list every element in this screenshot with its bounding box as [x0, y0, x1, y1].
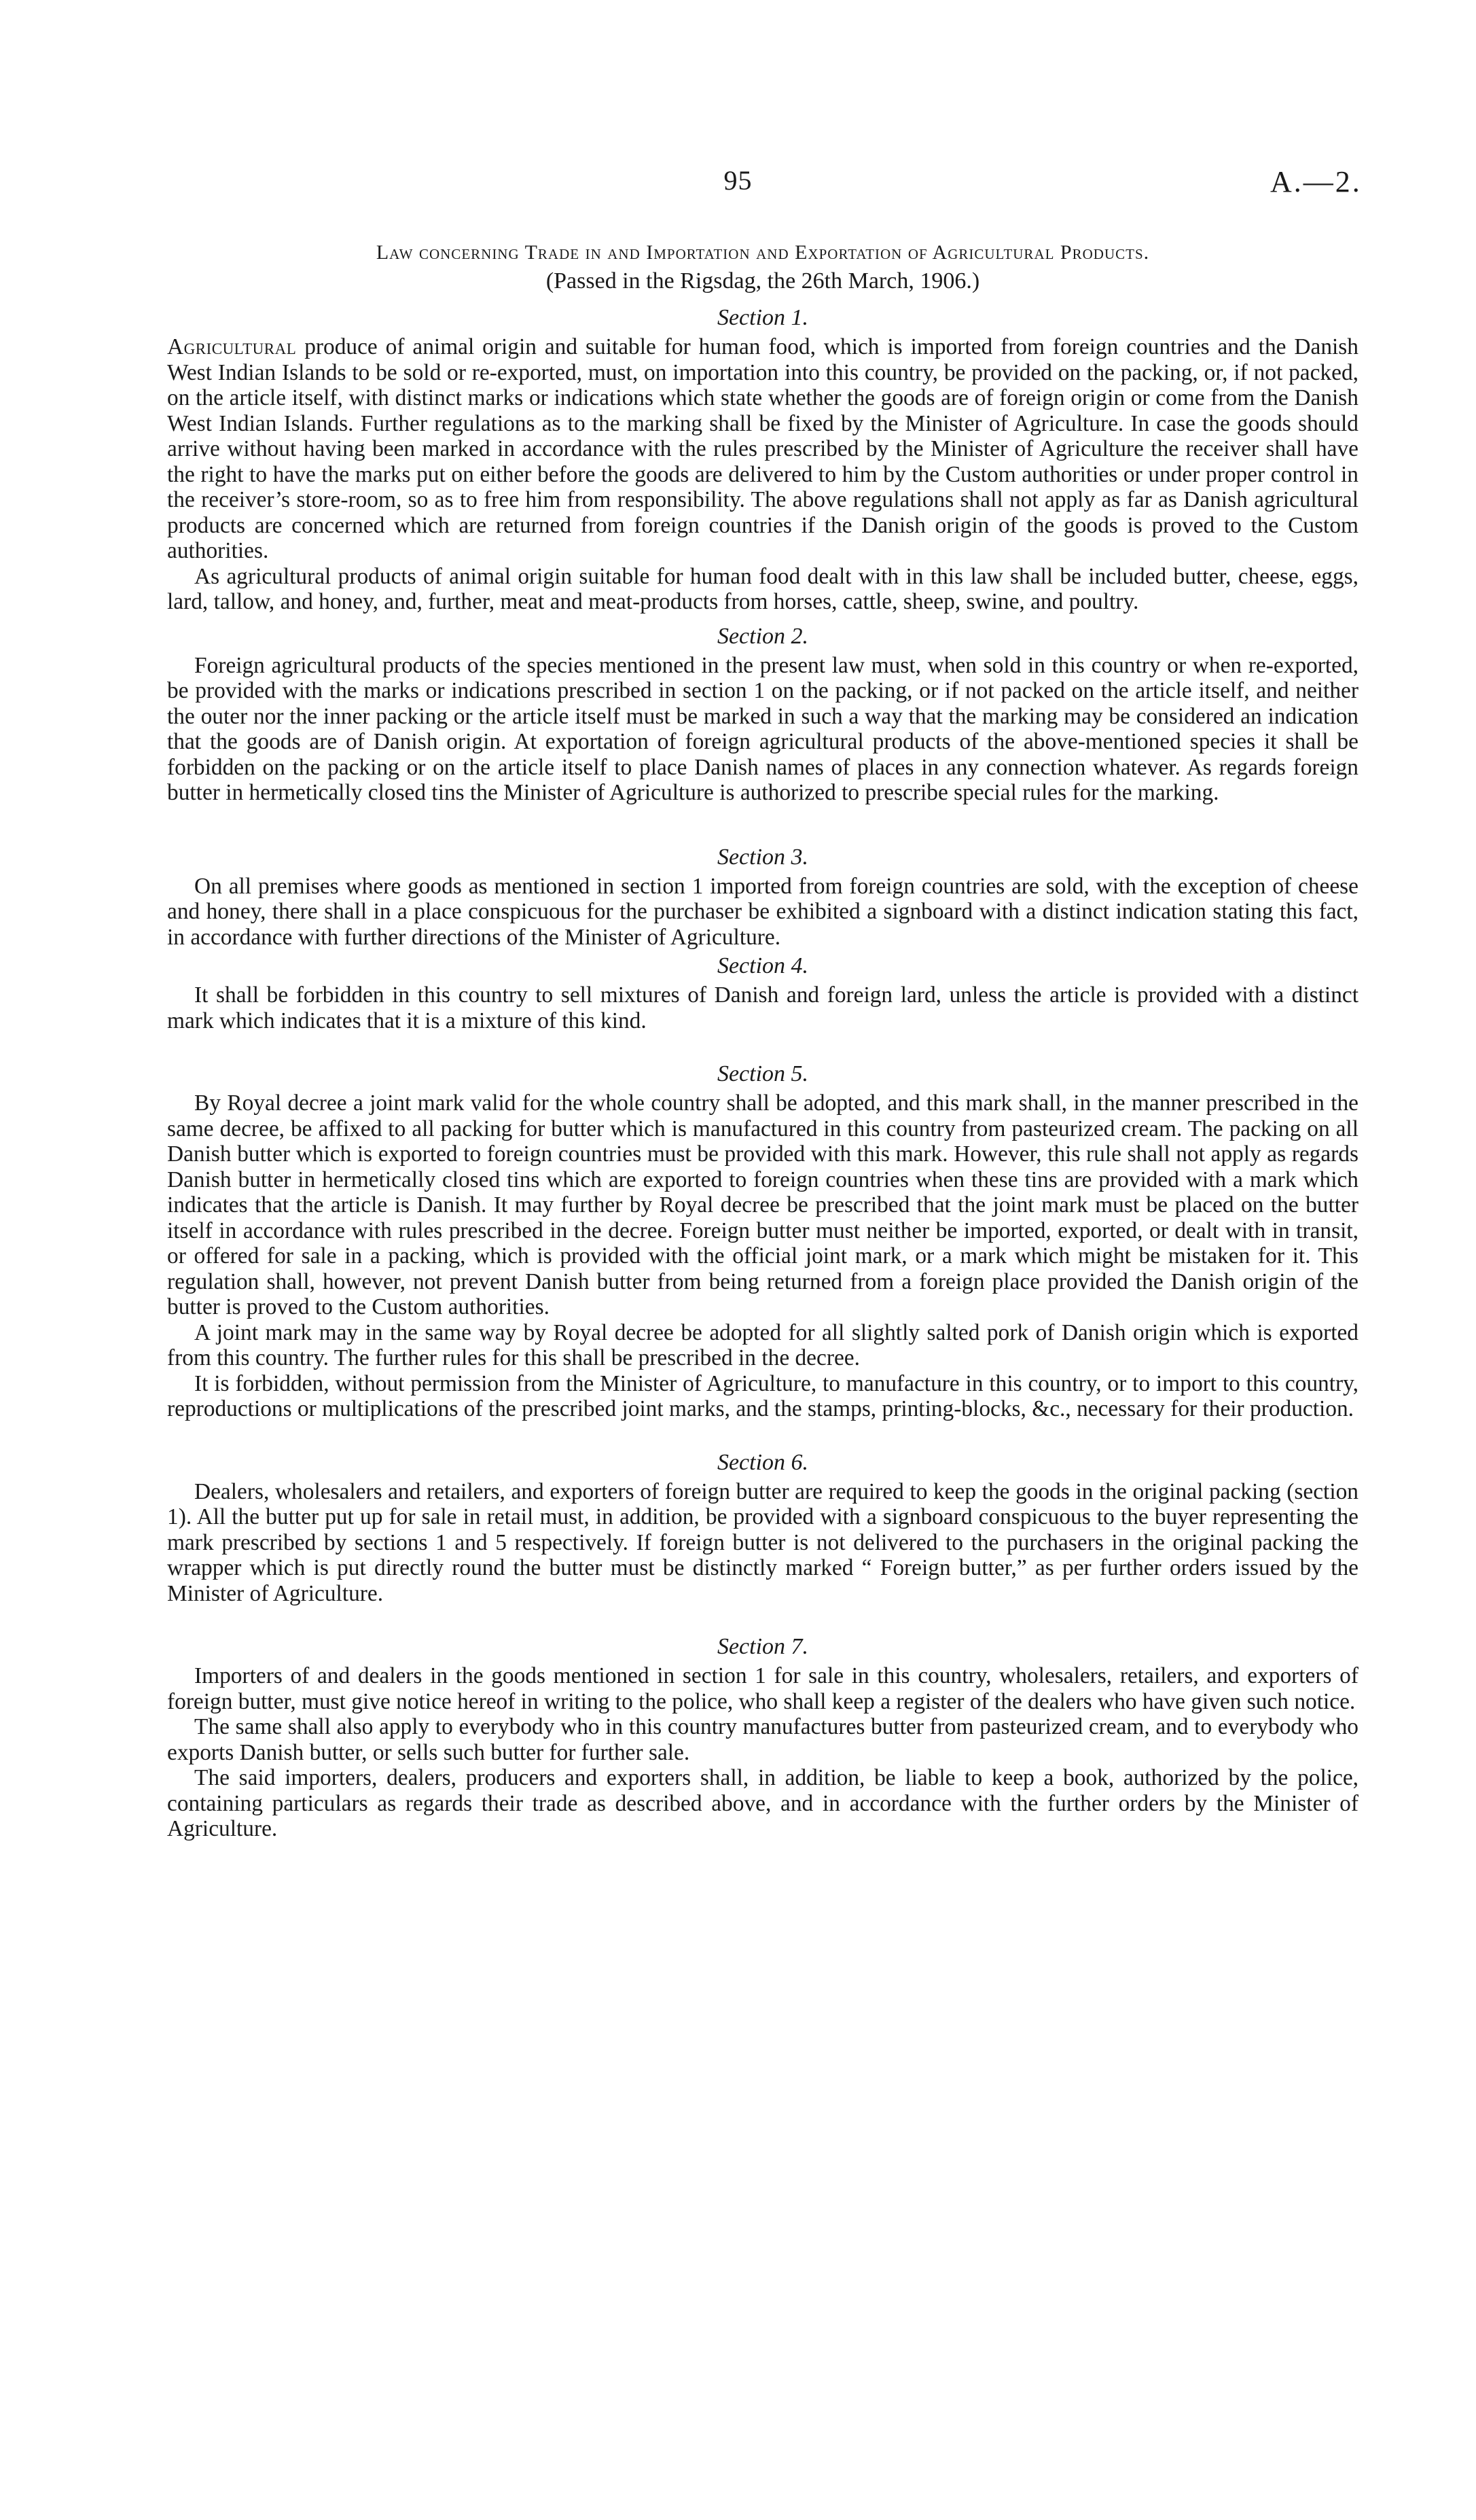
section-heading: Section 4. [717, 953, 809, 978]
section-paragraph: A joint mark may in the same way by Royal decree be adopted for all slightly salted pork of Danish origin which is exported from this country. The further rules for this shall be prescribed in the decree. [167, 1319, 1358, 1370]
document-body [167, 239, 1358, 1842]
section-paragraph: On all premises where goods as mentioned in section 1 imported from foreign countries are sold, with the exception of cheese and honey, there shall in a place conspicuous for the purchaser be exhibited a signboard with a distinct indication stating this fact, in accordance with further directions of the Minister of Agriculture. [167, 873, 1358, 950]
section-paragraph: The said importers, dealers, producers and exporters shall, in addition, be liable to keep a book, authorized by the police, containing particulars as regards their trade as described above, and in accordance with the further orders by the Minister of Agriculture. [167, 1765, 1358, 1841]
section-heading: Section 1. [717, 305, 809, 330]
section-paragraph: The same shall also apply to everybody who in this country manufactures butter from pasteurized cream, and to everybody who exports Danish butter, or sells such butter for further sale. [167, 1714, 1358, 1765]
section-heading: Section 3. [717, 844, 809, 870]
section-paragraph: It is forbidden, without permission from the Minister of Agriculture, to manufacture in this country, or to import to this country, reproductions or multiplications of the prescribed joint marks, and the stamps, printing-blocks, &c., necessary for their production. [167, 1370, 1358, 1421]
section-paragraph: By Royal decree a joint mark valid for the whole country shall be adopted, and this mark shall, in the manner prescribed in the same decree, be affixed to all packing for butter which is manufactured in this country from pasteurized cream. The packing on all Danish butter which is exported to foreign countries must be provided with this mark. However, this rule shall not apply as regards Danish butter in hermetically closed tins which are exported to foreign countries when these tins are provided with a mark which indicates that the article is Danish. It may further by Royal decree be prescribed that the joint mark must be placed on the butter itself in accordance with rules prescribed in the decree. Foreign butter must neither be imported, exported, or dealt with in transit, or offered for sale in a packing, which is provided with the official joint mark, or a mark which might be mistaken for it. This regulation shall, however, not prevent Danish butter from being returned from a foreign place provided the Danish origin of the butter is proved to the Custom authorities. [167, 1090, 1358, 1319]
paragraph-text: produce of animal origin and suitable for human food, which is imported from foreign countries and the Danish West Indian Islands to be sold or re-exported, must, on importation into this country, be provided on the packing, or, if not packed, on the article itself, with distinct marks or indications which state whether the goods are of foreign origin or come from the Danish West Indian Islands. Further regulations as to the marking shall be fixed by the Minister of Agriculture. In case the goods should arrive without having been marked in accordance with the rules prescribed by the Minister of Agriculture the receiver shall have the right to have the marks put on either before the goods are delivered to him by the Custom authorities or under proper control in the receiver’s store-room, so as to free him from responsibility. The above regulations shall not apply as far as Danish agricultural products are concerned which are returned from foreign countries if the Danish origin of the goods is proved to the Custom authorities. [167, 334, 1358, 563]
page-reference: A.—2. [1270, 165, 1362, 198]
section-heading: Section 2. [717, 623, 809, 649]
section-paragraph: As agricultural products of animal origin suitable for human food dealt with in this law shall be included butter, cheese, eggs, lard, tallow, and honey, and, further, meat and meat-products from horses, cattle, sheep, swine, and poultry. [167, 563, 1358, 614]
section-paragraph: Importers of and dealers in the goods mentioned in section 1 for sale in this country, wholesalers, retailers, and exporters of foreign butter, must give notice hereof in writing to the police, who shall keep a register of the dealers who have given such notice. [167, 1663, 1358, 1714]
section-paragraph: It shall be forbidden in this country to sell mixtures of Danish and foreign lard, unless the article is provided with a distinct mark which indicates that it is a mixture of this kind. [167, 982, 1358, 1033]
section-paragraph: Dealers, wholesalers and retailers, and exporters of foreign butter are required to keep the goods in the original packing (section 1). All the butter put up for sale in retail must, in addition, be provided with a signboard conspicuous to the buyer representing the mark prescribed by sections 1 and 5 respectively. If foreign butter is not delivered to the purchasers in the original packing the wrapper which is put directly round the butter must be distinctly marked “ Foreign butter,” as per further orders issued by the Minister of Agriculture. [167, 1478, 1358, 1606]
document-subtitle: (Passed in the Rigsdag, the 26th March, 1906.) [545, 268, 980, 294]
document-title: Law concerning Trade in and Importation and Exportation of Agricultural Products. [376, 241, 1150, 264]
section-paragraph: Foreign agricultural products of the species mentioned in the present law must, when sold in this country or when re-exported, be provided with the marks or indications prescribed in section 1 on the packing, or if not packed on the article itself, and neither the outer nor the inner packing or the article itself must be marked in such a way that the marking may be considered an indication that the goods are of Danish origin. At exportation of foreign agricultural products of the above-mentioned species it shall be forbidden on the packing or on the article itself to place Danish names of places in any connection whatever. As regards foreign butter in hermetically closed tins the Minister of Agriculture is authorized to prescribe special rules for the marking. [167, 652, 1358, 805]
section-paragraph [167, 334, 1358, 564]
section-heading: Section 6. [717, 1449, 809, 1475]
section-heading: Section 5. [717, 1061, 809, 1086]
paragraph-lead-word: Agricultural [167, 334, 297, 359]
section-heading: Section 7. [717, 1634, 809, 1659]
page-number: 95 [723, 165, 753, 196]
